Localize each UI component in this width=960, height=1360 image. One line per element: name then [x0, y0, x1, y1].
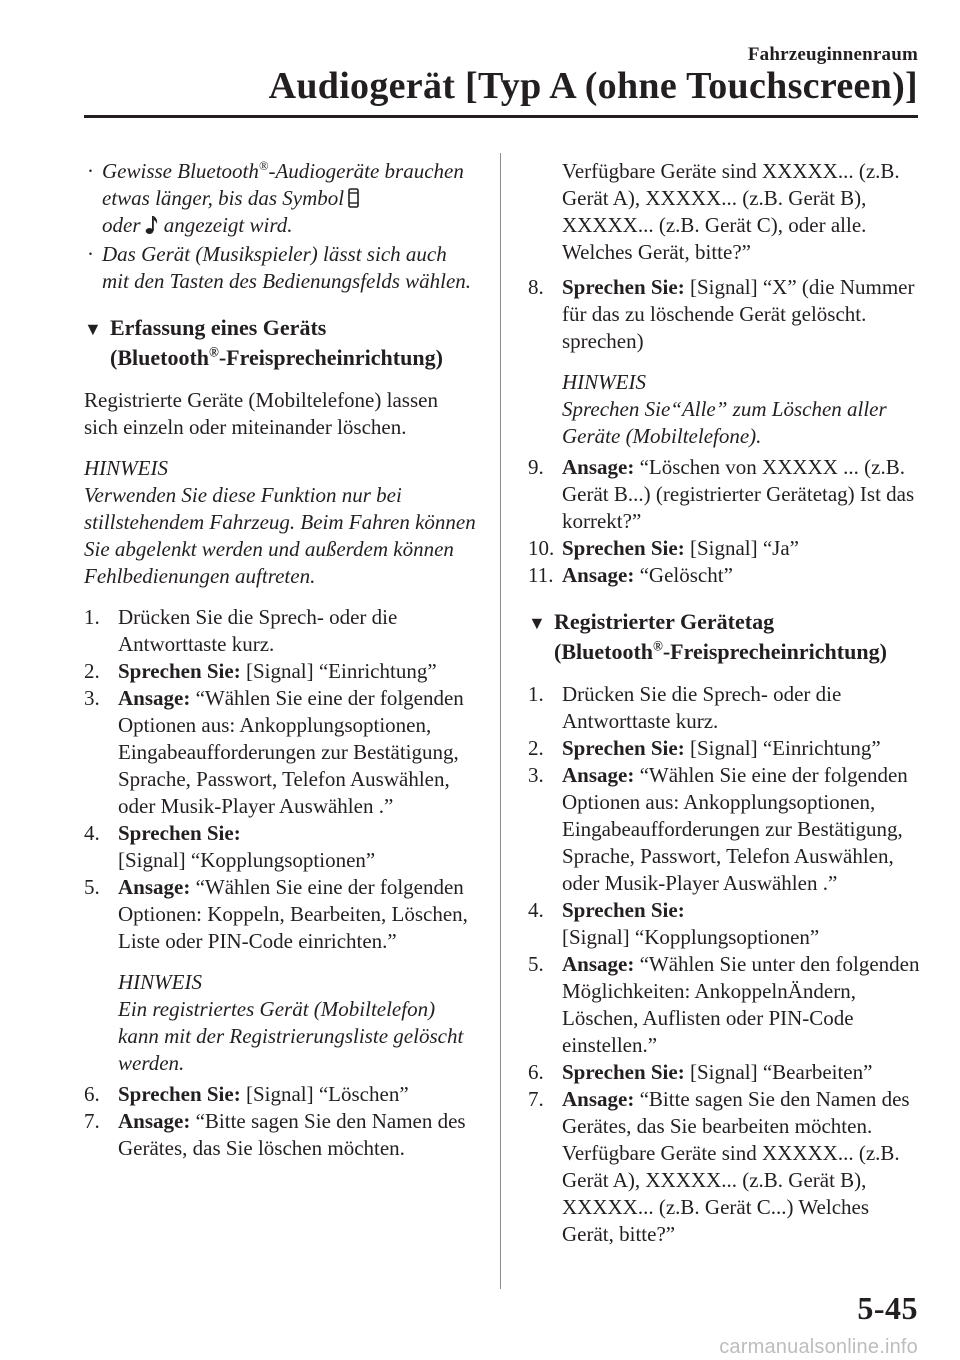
steps-list: [528, 454, 920, 589]
step-text: “Wählen Sie unter den folgenden Möglichkeiten: AnkoppelnÄndern, Löschen, Auflisten oder PIN-Code einstellen.”: [562, 952, 920, 1057]
step-item: [84, 658, 476, 685]
bullet-dot: ·: [87, 159, 94, 183]
registered-mark: ®: [209, 344, 219, 360]
step-label: Ansage:: [118, 686, 191, 710]
triangle-marker-icon: ▼: [528, 613, 546, 633]
step-item: [528, 735, 920, 762]
bullet-text-a: Gewisse Bluetooth: [102, 159, 259, 183]
step-label: Ansage:: [562, 563, 635, 587]
registered-mark: ®: [258, 159, 269, 173]
heading-line2b: -Freisprecheinrichtung): [218, 345, 443, 370]
step-number: 11.: [528, 563, 554, 587]
step-item: [84, 820, 476, 874]
step-label: Sprechen Sie:: [118, 659, 241, 683]
step-text: “Gelöscht”: [634, 563, 733, 587]
steps-list: [528, 274, 920, 355]
bullet-item: [84, 158, 476, 239]
inner-note-block: [528, 369, 920, 450]
step-number: 5.: [528, 952, 544, 976]
step-item: [528, 562, 920, 589]
heading-line2a: (Bluetooth: [554, 639, 653, 664]
intro-paragraph: Registrierte Geräte (Mobiltelefone) lassen sich einzeln oder miteinander löschen.: [84, 388, 438, 439]
step-text: [Signal] “Ja”: [684, 536, 799, 560]
step-number: 3.: [528, 763, 544, 787]
step-item: [528, 951, 920, 1059]
step-number: 1.: [84, 605, 100, 629]
triangle-marker-icon: ▼: [84, 319, 102, 339]
step-number: 9.: [528, 455, 544, 479]
step-text: [Signal] “Einrichtung”: [240, 659, 437, 683]
step-item: [84, 1108, 476, 1162]
step-number: 8.: [528, 275, 544, 299]
step-item: [528, 454, 920, 535]
step-text: “Löschen von XXXXX ... (z.B. Gerät B...) (registrierter Gerätetag) Ist das korrekt?”: [562, 455, 915, 533]
step-text: [Signal] “Einrichtung”: [684, 736, 881, 760]
note-title: HINWEIS: [118, 970, 202, 994]
page-header-section: Fahrzeuginnenraum: [747, 44, 918, 65]
page-header-title: Audiogerät [Typ A (ohne Touchscreen)]: [268, 65, 918, 107]
bullet-item: [84, 241, 476, 295]
heading-line1: Erfassung eines Geräts: [110, 315, 327, 340]
step-item: [84, 604, 476, 658]
step-number: 7.: [84, 1109, 100, 1133]
step-item: [528, 535, 920, 562]
step-text: [Signal] “Bearbeiten”: [684, 1060, 873, 1084]
step-number: 7.: [528, 1087, 544, 1111]
step-label: Ansage:: [118, 1109, 191, 1133]
step-item: [528, 762, 920, 897]
step-text: “Wählen Sie eine der folgenden Optionen aus: Ankopplungsoptionen, Eingabeaufforderungen zur Bestätigung, Sprache, Passwort, Telefon Auswählen, oder Musik-Player Auswählen .”: [562, 763, 908, 895]
step-item: [84, 874, 476, 955]
step-text: [Signal] “Löschen”: [240, 1082, 409, 1106]
step-item: [528, 897, 920, 951]
steps-list: [84, 604, 476, 955]
bullet-text-d: angezeigt wird.: [163, 213, 293, 237]
step-label: Ansage:: [562, 763, 635, 787]
step-number: 6.: [528, 1060, 544, 1084]
step-continuation: Verfügbare Geräte sind XXXXX... (z.B. Gerät A), XXXXX... (z.B. Gerät B), XXXXX... (z.B. Gerät C), oder alle. Welches Gerät, bitte?”: [562, 159, 900, 264]
page-number: 5-45: [857, 1290, 918, 1326]
step-label: Sprechen Sie:: [562, 898, 685, 922]
step-item: [528, 681, 920, 735]
step-text: Drücken Sie die Sprech- oder die Antworttaste kurz.: [118, 605, 398, 656]
left-column: [84, 158, 476, 1162]
step-number: 10.: [528, 536, 555, 560]
note-text: Sprechen Sie“Alle” zum Löschen aller Geräte (Mobiltelefone).: [562, 397, 887, 448]
steps-list: [528, 681, 920, 1248]
step-label: Sprechen Sie:: [118, 1082, 241, 1106]
phone-device-icon: [348, 188, 359, 208]
note-block: [84, 455, 476, 590]
step-item: [84, 1081, 476, 1108]
step-label: Ansage:: [562, 455, 635, 479]
step-label: Sprechen Sie:: [118, 821, 241, 845]
registered-mark: ®: [653, 638, 663, 654]
heading-line1: Registrierter Gerätetag: [554, 609, 775, 634]
step-text: “Bitte sagen Sie den Namen des Gerätes, das Sie löschen möchten.: [118, 1109, 466, 1160]
step-text: [Signal] “Kopplungsoptionen”: [562, 925, 820, 949]
step-item: [84, 685, 476, 820]
step-text: “Bitte sagen Sie den Namen des Gerätes, das Sie bearbeiten möchten. Verfügbare Geräte sind XXXXX... (z.B. Gerät A), XXXXX... (z.B. Gerät B), XXXXX... (z.B. Gerät C...) Welches Gerät, bitte?”: [562, 1087, 910, 1246]
header-rule: [84, 115, 918, 118]
heading-line2b: -Freisprecheinrichtung): [662, 639, 887, 664]
step-number: 2.: [528, 736, 544, 760]
inner-note-block: [84, 969, 476, 1077]
step-number: 2.: [84, 659, 100, 683]
step-text: “Wählen Sie eine der folgenden Optionen: Koppeln, Bearbeiten, Löschen, Liste oder PIN-Code einrichten.”: [118, 875, 468, 953]
column-divider: [500, 153, 501, 1289]
step-number: 6.: [84, 1082, 100, 1106]
step-number: 3.: [84, 686, 100, 710]
steps-list: [84, 1081, 476, 1162]
note-text: Ein registriertes Gerät (Mobiltelefon) kann mit der Registrierungsliste gelöscht werden.: [118, 997, 464, 1075]
note-title: HINWEIS: [562, 370, 646, 394]
note-text: Verwenden Sie diese Funktion nur bei stillstehendem Fahrzeug. Beim Fahren können Sie abgelenkt werden und außerdem können Fehlbedienungen auftreten.: [84, 483, 476, 588]
step-label: Sprechen Sie:: [562, 1060, 685, 1084]
bullet-text: Das Gerät (Musikspieler) lässt sich auch mit den Tasten des Bedienungsfelds wählen.: [102, 242, 472, 293]
step-item: [528, 1086, 920, 1248]
section-heading-device-deletion: [84, 313, 476, 373]
bullet-dot: ·: [87, 242, 94, 266]
step-label: Ansage:: [118, 875, 191, 899]
step-label: Ansage:: [562, 1087, 635, 1111]
step-label: Sprechen Sie:: [562, 536, 685, 560]
watermark: carmanualsonline.info: [719, 1336, 918, 1358]
bullet-text-c: oder: [102, 213, 141, 237]
step-number: 4.: [84, 821, 100, 845]
step-text: “Wählen Sie eine der folgenden Optionen aus: Ankopplungsoptionen, Eingabeaufforderungen zur Bestätigung, Sprache, Passwort, Telefon Auswählen, oder Musik-Player Auswählen .”: [118, 686, 464, 818]
step-number: 5.: [84, 875, 100, 899]
heading-line2a: (Bluetooth: [110, 345, 209, 370]
step-label: Ansage:: [562, 952, 635, 976]
step-text: [Signal] “X” (die Nummer für das zu löschende Gerät gelöscht. sprechen): [562, 275, 915, 353]
bullet-text-b: -Audiogeräte brauchen etwas länger, bis das Symbol: [102, 159, 464, 210]
step-text: Drücken Sie die Sprech- oder die Antworttaste kurz.: [562, 682, 842, 733]
section-heading-device-tag: [528, 607, 920, 667]
right-column: [528, 158, 920, 1248]
step-number: 4.: [528, 898, 544, 922]
step-item: [528, 1059, 920, 1086]
note-title: HINWEIS: [84, 456, 168, 480]
step-label: Sprechen Sie:: [562, 736, 685, 760]
music-note-icon: [145, 215, 159, 235]
step-label: Sprechen Sie:: [562, 275, 685, 299]
step-item: [528, 274, 920, 355]
step-text: [Signal] “Kopplungsoptionen”: [118, 848, 376, 872]
step-number: 1.: [528, 682, 544, 706]
